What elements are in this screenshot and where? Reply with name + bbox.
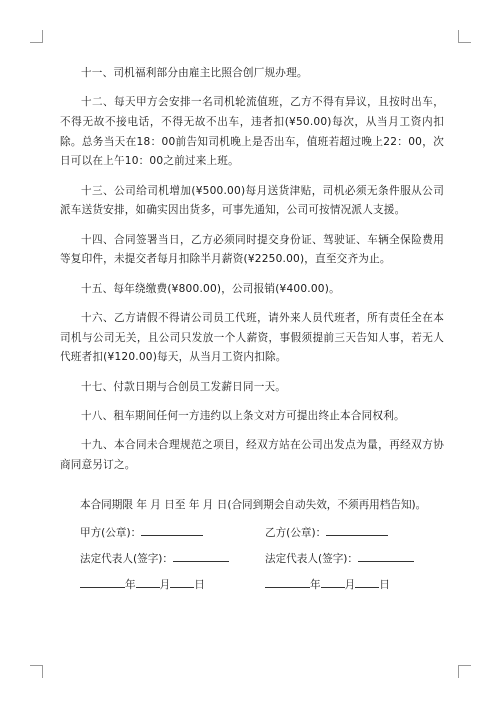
legal-rep-a: [80, 550, 229, 566]
clause-11: 十一、司机福利部分由雇主比照合创厂规办理。: [81, 67, 308, 79]
clause-14: 十四、合同签署当日，乙方必须同时提交身份证、驾驶证、车辆全保险费用等复印件，未提交者每月扣除半月薪资(¥2250.00)，直至交齐为止。: [60, 233, 444, 266]
crop-mark-bottom-left: [30, 665, 43, 678]
date-a-year-char: 年: [125, 579, 136, 591]
party-b-seal-blank[interactable]: [326, 524, 388, 536]
date-b-year-blank[interactable]: [265, 576, 310, 588]
legal-rep-b-signature-blank[interactable]: [358, 550, 414, 562]
date-row: [80, 576, 480, 594]
legal-rep-a-label: 法定代表人(签字)：: [80, 553, 174, 565]
contract-body: [60, 64, 444, 485]
clause-18: 十八、租车期间任何一方违约以上条文对方可提出终止本合同权利。: [81, 409, 405, 422]
legal-rep-b-label: 法定代表人(签字)：: [265, 553, 359, 565]
date-b-day-char: 日: [379, 579, 390, 591]
party-b-seal: [265, 524, 388, 540]
clause-13: 十三、公司给司机增加(¥500.00)每月送货津贴，司机必须无条件服从公司派车送货安排，如确实因出货多，可事先通知，公司可按情况派人支援。: [60, 184, 444, 217]
contract-term-row: [80, 497, 480, 515]
clause-16: 十六、乙方请假不得请公司员工代班，请外来人员代班者，所有责任全在本司机与公司无关，且公司只发放一个人薪资，事假须提前三天告知人事，若无人代班者扣(¥120.00)每天，从当月工资内扣除。: [60, 311, 444, 364]
legal-rep-a-signature-blank[interactable]: [173, 550, 229, 562]
clause-15: 十五、每年绕缴费(¥800.00)，公司报销(¥400.00)。: [81, 282, 340, 295]
date-a-day-blank[interactable]: [170, 576, 194, 588]
legal-rep-b: [265, 550, 414, 566]
date-b-month-char: 月: [344, 579, 356, 591]
date-a: [80, 576, 205, 592]
date-b-year-char: 年: [310, 579, 321, 591]
crop-mark-bottom-right: [458, 665, 471, 678]
date-b: [265, 576, 390, 592]
party-seal-row: [80, 524, 480, 542]
crop-mark-top-right: [458, 30, 471, 43]
date-a-day-char: 日: [194, 579, 205, 591]
contract-term-line: 本合同期限 年 月 日至 年 月 日(合同到期会自动失效，不须再用档告知)。: [80, 499, 427, 511]
party-a-seal-blank[interactable]: [141, 524, 203, 536]
legal-rep-row: [80, 550, 480, 568]
clause-19: 十九、本合同未合理规范之项目，经双方站在公司出发点为量，再经双方协商同意另订之。: [60, 439, 444, 471]
clause-17: 十七、付款日期与合创员工发薪日同一天。: [81, 380, 287, 393]
date-b-day-blank[interactable]: [355, 576, 379, 588]
party-a-label: 甲方(公章)：: [80, 527, 142, 539]
party-b-label: 乙方(公章)：: [265, 527, 327, 539]
date-a-month-char: 月: [159, 579, 171, 591]
date-b-month-blank[interactable]: [321, 576, 345, 588]
date-a-month-blank[interactable]: [136, 576, 160, 588]
date-a-year-blank[interactable]: [80, 576, 125, 588]
clause-12: 十二、每天甲方会安排一名司机轮流值班，乙方不得有异议，且按时出车，不得无故不接电话，不得无故不出车，违者扣(¥50.00)每次，从当月工资内扣除。总务当天在18：00前告知司机晚上是否出车，值班若超过晚上22：00，次日可以在上午10：00之前过来上班。: [60, 96, 444, 168]
crop-mark-top-left: [30, 30, 43, 43]
party-a-seal: [80, 524, 203, 540]
